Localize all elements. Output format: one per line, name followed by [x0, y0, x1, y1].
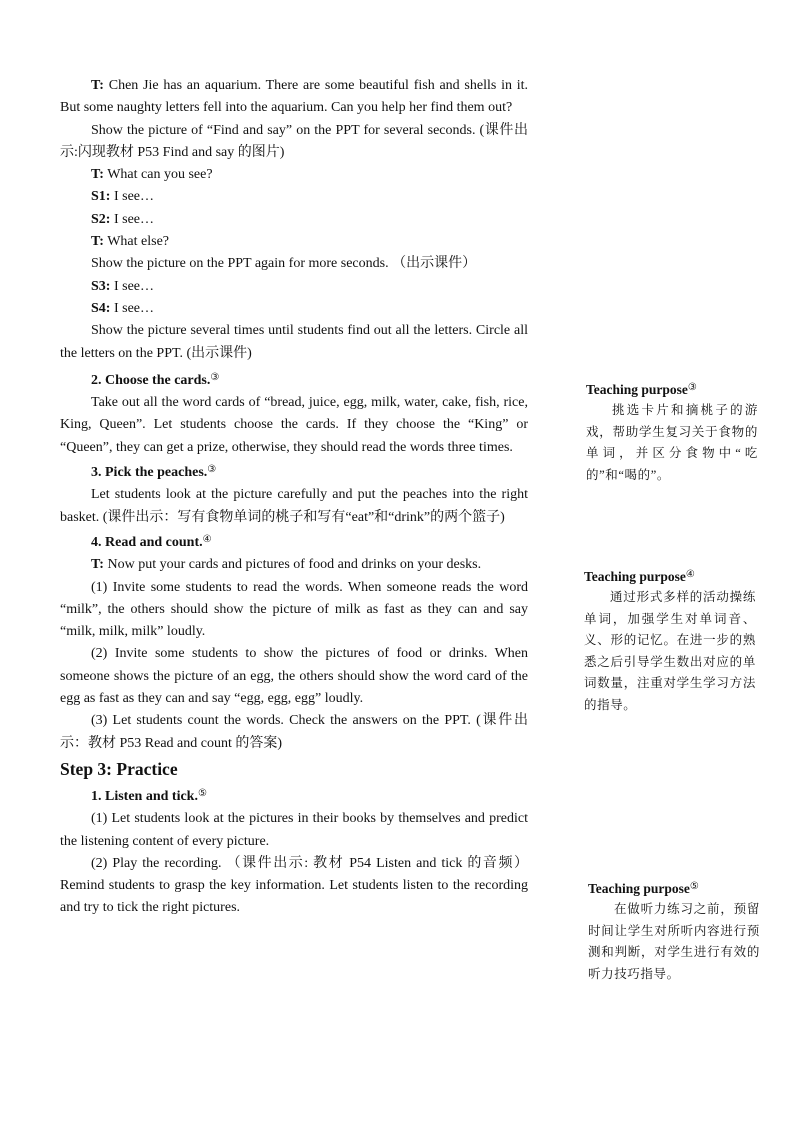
purpose-text: 在做听力练习之前，预留时间让学生对所听内容进行预测和判断，对学生进行有效的听力技巧指导。 [588, 902, 760, 981]
purpose-text: 挑选卡片和摘桃子的游戏，帮助学生复习关于食物的单词，并区分食物中“吃的”和“喝的”。 [586, 403, 758, 482]
speaker-label: S2: [91, 211, 111, 227]
teaching-purpose-5 [588, 877, 760, 985]
dialog-line [60, 209, 528, 231]
footnote-marker: ④ [685, 569, 695, 580]
heading-text: 4. Read and count. [91, 534, 203, 550]
read-count-item-2: (2) Invite some students to show the pictures of food or drinks. When someone shows the picture of an egg, the others should show the word card of the egg as fast as they can and say “egg, egg, egg” loudly. [60, 646, 528, 707]
dialog-line [60, 276, 528, 298]
choose-cards-heading [60, 367, 528, 392]
purpose-heading [586, 378, 758, 400]
teaching-purpose-3 [586, 378, 758, 486]
footnote-marker: ③ [207, 464, 217, 476]
speaker-label: S4: [91, 300, 111, 316]
purpose-title: Teaching purpose [588, 881, 690, 896]
show-picture-2: Show the picture on the PPT again for more seconds. （出示课件） [91, 256, 477, 272]
heading-text: 1. Listen and tick. [91, 788, 198, 804]
footnote-marker: ⑤ [197, 787, 207, 799]
footnote-marker: ③ [210, 371, 220, 383]
dialog-text: I see… [110, 189, 154, 205]
purpose-heading [588, 877, 760, 899]
footnote-marker: ③ [687, 382, 697, 393]
show-picture-1: Show the picture of “Find and say” on the PPT for several seconds. (课件出示:闪现教材 P53 Find and say 的图片) [60, 122, 528, 160]
read-count-teacher [60, 554, 528, 576]
dialog-text: What can you see? [103, 167, 213, 183]
speaker-label: T: [91, 557, 104, 573]
heading-text: 3. Pick the peaches. [91, 465, 208, 481]
step-3-heading: Step 3: Practice [60, 758, 178, 779]
choose-cards-text: Take out all the word cards of “bread, juice, egg, milk, water, cake, fish, rice, King, Queen”. Let students choose the cards. If they choose the “King” or “Queen”, they can get a prize, otherwise, they should read the words three times. [60, 395, 528, 455]
dialog-text: I see… [110, 211, 154, 227]
read-count-heading [60, 529, 528, 554]
speaker-label: T: [91, 78, 104, 93]
read-count-item-3: (3) Let students count the words. Check the answers on the PPT. (课件出示：教材 P53 Read and count 的答案) [60, 713, 528, 751]
dialog-text: I see… [110, 300, 154, 316]
purpose-title: Teaching purpose [586, 382, 688, 397]
speaker-label: S3: [91, 278, 111, 294]
dialog-line [60, 164, 528, 186]
heading-text: 2. Choose the cards. [91, 372, 211, 388]
intro-text: Chen Jie has an aquarium. There are some beautiful fish and shells in it. But some naughty letters fell into the aquarium. Can you help her find them out? [60, 78, 528, 116]
pick-peaches-heading [60, 459, 528, 484]
dialog-line [60, 298, 528, 320]
teaching-purpose-4 [584, 565, 756, 716]
purpose-heading [584, 565, 756, 587]
dialog-line [60, 186, 528, 208]
speaker-label: S1: [91, 189, 111, 205]
listen-tick-item-2: (2) Play the recording. （课件出示: 教材 P54 Listen and tick 的音频）Remind students to grasp the key information. Let students listen to the recording and try to tick the right pictures. [60, 855, 528, 916]
speaker-label: T: [91, 167, 104, 183]
listen-tick-heading [60, 783, 528, 808]
read-count-item-1: (1) Invite some students to read the words. When someone reads the word “milk”, the others should show the picture of milk as fast as they can and say “milk, milk, milk” loudly. [60, 579, 528, 640]
dialog-line [60, 231, 528, 253]
pick-peaches-text: Let students look at the picture carefully and put the peaches into the right basket. (课件出示：写有食物单词的桃子和写有“eat”和“drink”的两个篮子) [60, 487, 528, 525]
show-picture-3: Show the picture several times until students find out all the letters. Circle all the letters on the PPT. (出示课件) [60, 323, 528, 361]
footnote-marker: ⑤ [689, 881, 699, 892]
footnote-marker: ④ [202, 533, 212, 545]
lesson-body [60, 75, 528, 920]
speaker-label: T: [91, 234, 104, 250]
dialog-text: What else? [103, 234, 170, 250]
purpose-text: 通过形式多样的活动操练单词，加强学生对单词音、义、形的记忆。在进一步的熟悉之后引导学生数出对应的单词数量，注重对学生学习方法的指导。 [584, 590, 756, 712]
intro-paragraph [60, 75, 528, 120]
teacher-text: Now put your cards and pictures of food and drinks on your desks. [103, 557, 482, 573]
dialog-text: I see… [110, 278, 154, 294]
listen-tick-item-1: (1) Let students look at the pictures in their books by themselves and predict the listening content of every picture. [60, 811, 528, 849]
purpose-title: Teaching purpose [584, 569, 686, 584]
